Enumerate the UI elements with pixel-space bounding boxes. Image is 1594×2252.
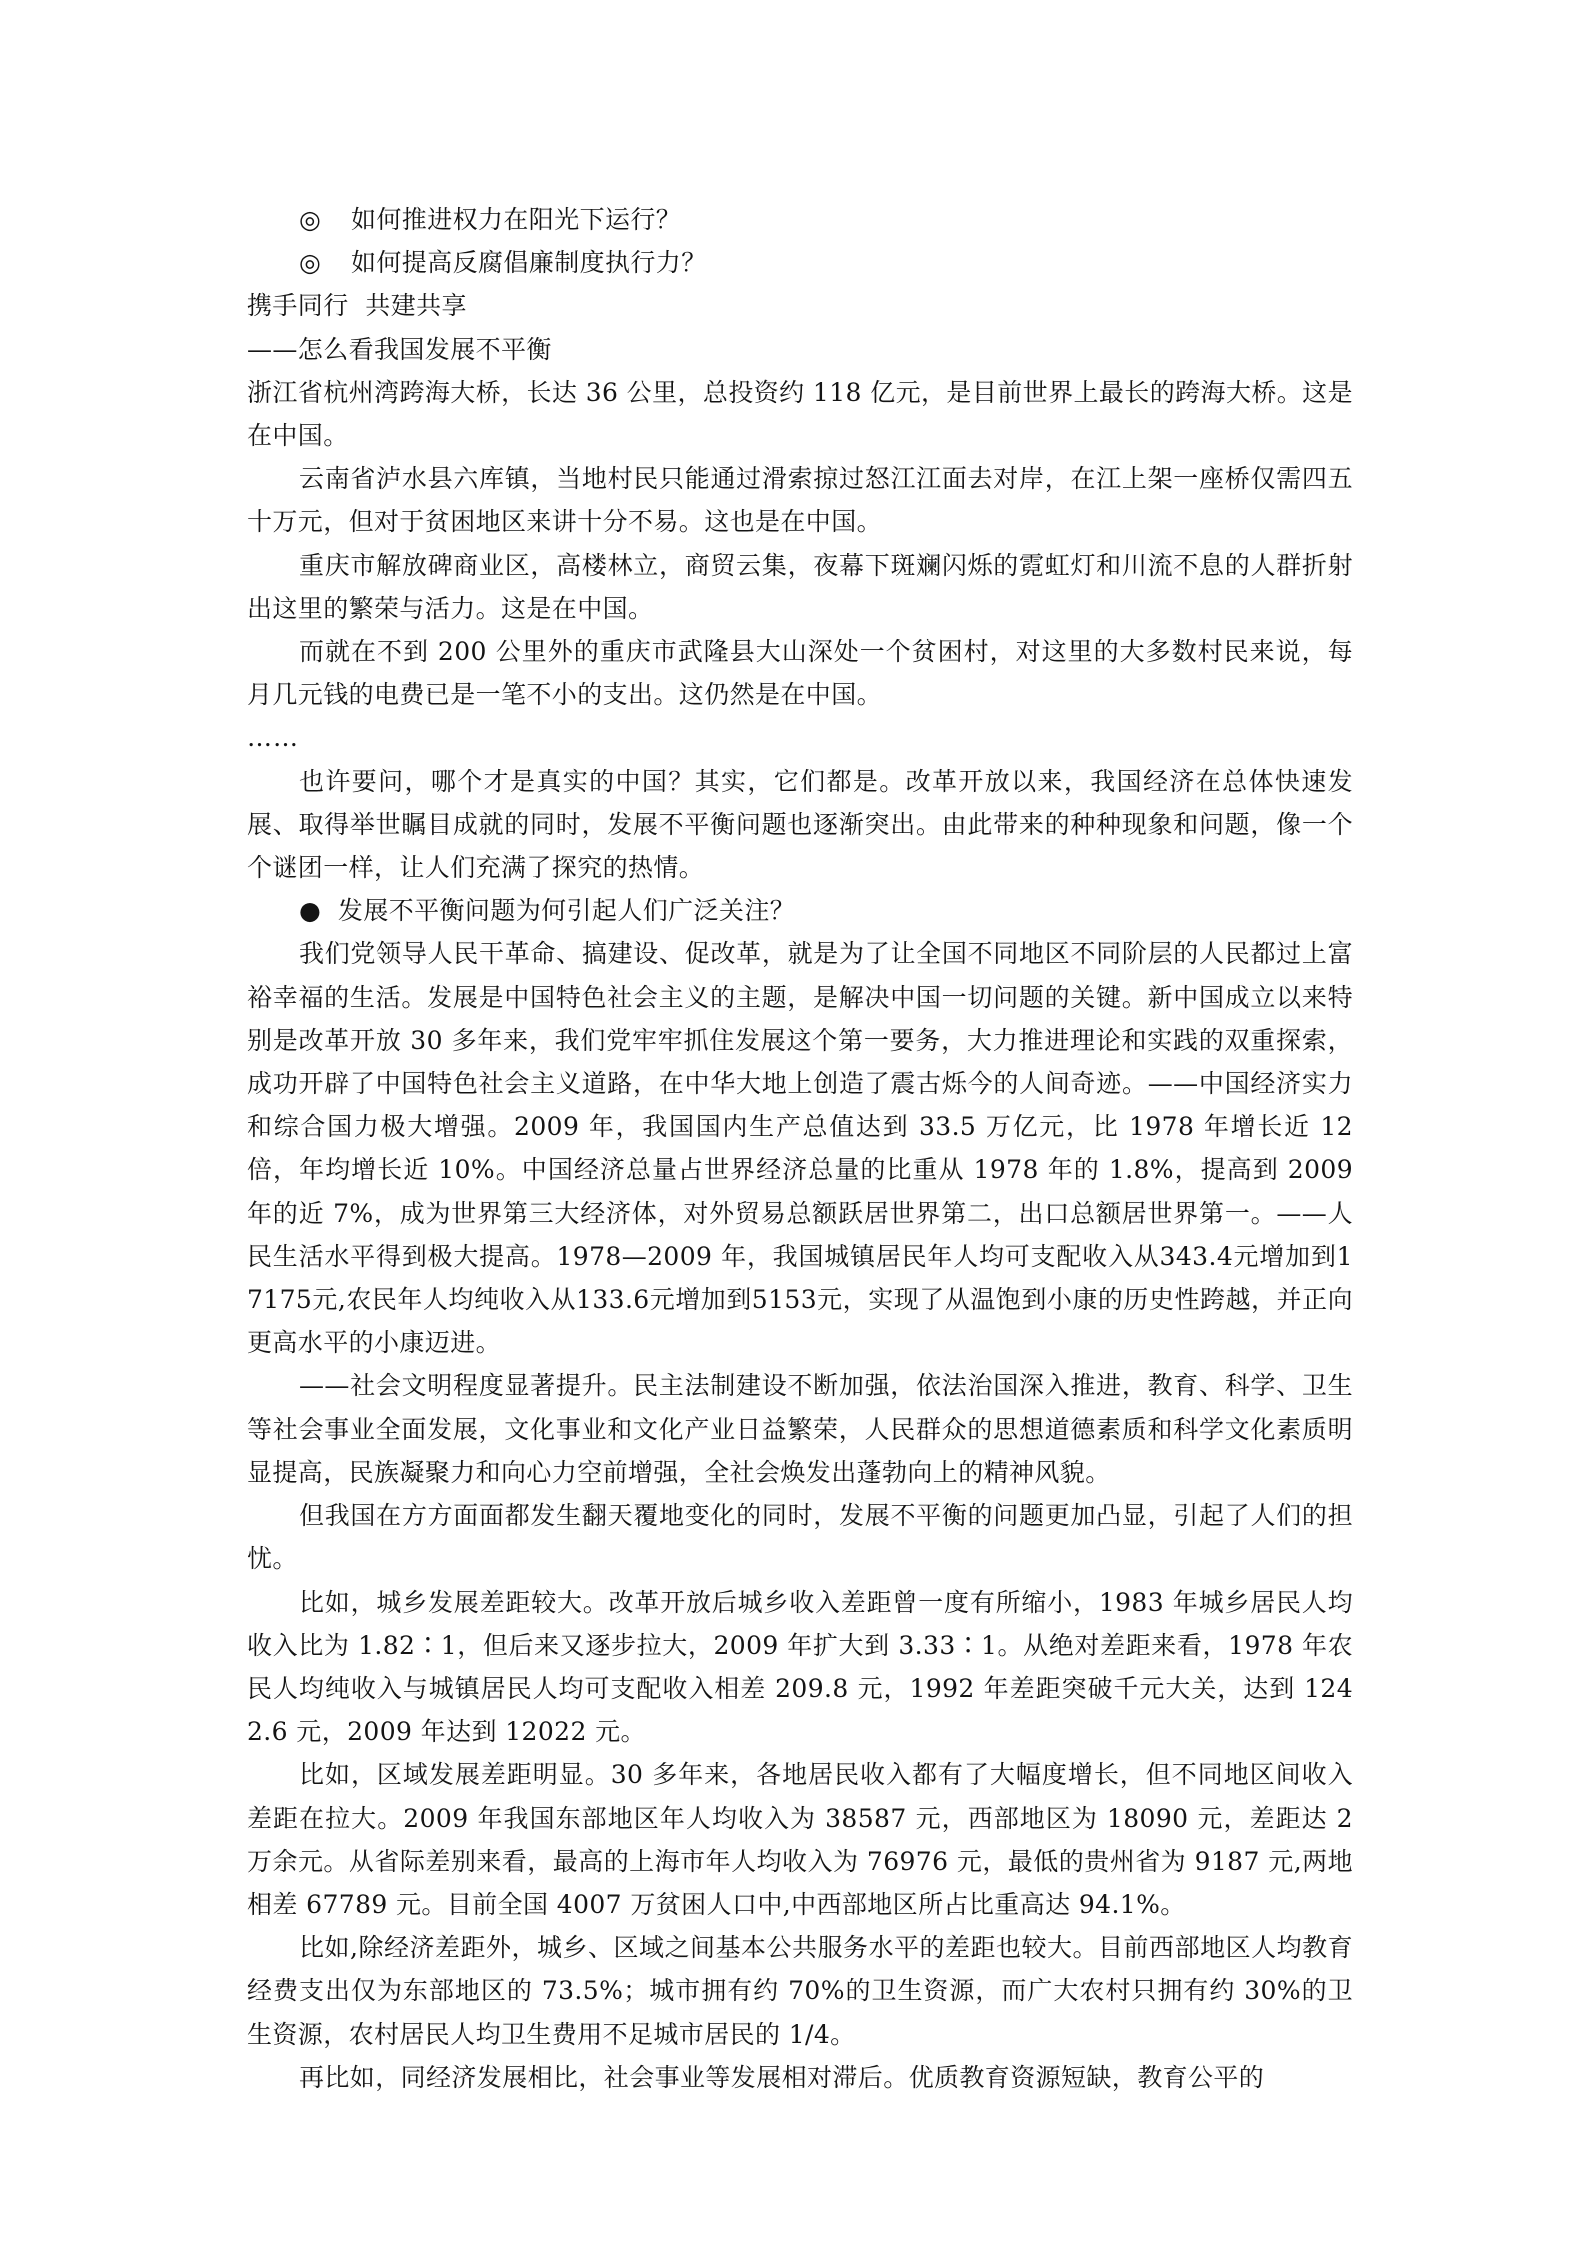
- paragraph: 云南省泸水县六库镇，当地村民只能通过滑索掠过怒江江面去对岸，在江上架一座桥仅需四五十万元，但对于贫困地区来讲十分不易。这也是在中国。: [247, 464, 1353, 537]
- paragraph: 浙江省杭州湾跨海大桥，长达 36 公里，总投资约 118 亿元，是目前世界上最长的跨海大桥。这是在中国。: [247, 377, 1353, 451]
- paragraph: ——社会文明程度显著提升。民主法制建设不断加强，依法治国深入推进，教育、科学、卫生等社会事业全面发展，文化事业和文化产业日益繁荣，人民群众的思想道德素质和科学文化素质明显提高，民族凝聚力和向心力空前增强，全社会焕发出蓬勃向上的精神风貌。: [247, 1371, 1353, 1487]
- paragraph: 比如，区域发展差距明显。30 多年来，各地居民收入都有了大幅度增长，但不同地区间收入差距在拉大。2009 年我国东部地区年人均收入为 38587 元，西部地区为 18090 元，差距达 2 万余元。从省际差别来看，最高的上海市年人均收入为 76976 元，最低的贵州省为 9187 元,两地相差 67789 元。目前全国 4007 万贫困人口中,中西部地区所占比重高达 94.1%。: [247, 1760, 1353, 1919]
- double-circle-bullet-icon: ◎: [299, 205, 322, 234]
- paragraph: 重庆市解放碑商业区，高楼林立，商贸云集，夜幕下斑斓闪烁的霓虹灯和川流不息的人群折射出这里的繁荣与活力。这是在中国。: [247, 550, 1353, 623]
- question-heading: [247, 889, 1353, 932]
- question-item: [247, 241, 1353, 284]
- document-body: [247, 198, 1353, 2099]
- question-text: 如何提高反腐倡廉制度执行力？: [351, 248, 707, 278]
- paragraph: 比如，城乡发展差距较大。改革开放后城乡收入差距曾一度有所缩小，1983 年城乡居民人均收入比为 1.82∶1，但后来又逐步拉大，2009 年扩大到 3.33∶1。从绝对差距来看，1978 年农民人均纯收入与城镇居民人均可支配收入相差 209.8 元，1992 年差距突破千元大关，达到 1242.6 元，2009 年达到 12022 元。: [247, 1587, 1353, 1747]
- paragraph: 比如,除经济差距外，城乡、区域之间基本公共服务水平的差距也较大。目前西部地区人均教育经费支出仅为东部地区的 73.5%；城市拥有约 70%的卫生资源，而广大农村只拥有约 30%的卫生资源，农村居民人均卫生费用不足城市居民的 1/4。: [247, 1933, 1353, 2049]
- section-subtitle: ——怎么看我国发展不平衡: [247, 334, 552, 364]
- question-item: [247, 198, 1353, 241]
- ellipsis: ……: [247, 723, 299, 753]
- paragraph: 也许要问，哪个才是真实的中国？其实，它们都是。改革开放以来，我国经济在总体快速发展、取得举世瞩目成就的同时，发展不平衡问题也逐渐突出。由此带来的种种现象和问题，像一个个谜团一样，让人们充满了探究的热情。: [247, 766, 1353, 883]
- filled-circle-bullet-icon: ●: [299, 896, 322, 926]
- section-title: 携手同行 共建共享: [247, 291, 467, 321]
- paragraph: 再比如，同经济发展相比，社会事业等发展相对滞后。优质教育资源短缺，教育公平的: [299, 2062, 1265, 2092]
- paragraph: 而就在不到 200 公里外的重庆市武隆县大山深处一个贫困村，对这里的大多数村民来说，每月几元钱的电费已是一笔不小的支出。这仍然是在中国。: [247, 637, 1353, 710]
- question-heading-text: 发展不平衡问题为何引起人们广泛关注？: [337, 896, 796, 926]
- paragraph: 我们党领导人民干革命、搞建设、促改革，就是为了让全国不同地区不同阶层的人民都过上富裕幸福的生活。发展是中国特色社会主义的主题，是解决中国一切问题的关键。新中国成立以来特别是改革开放 30 多年来，我们党牢牢抓住发展这个第一要务，大力推进理论和实践的双重探索，成功开辟了中国特色社会主义道路，在中华大地上创造了震古烁今的人间奇迹。——中国经济实力和综合国力极大增强。2009 年，我国国内生产总值达到 33.5 万亿元，比 1978 年增长近 12 倍，年均增长近 10%。中国经济总量占世界经济总量的比重从 1978 年的 1.8%，提高到 2009 年的近 7%，成为世界第三大经济体，对外贸易总额跃居世界第二，出口总额居世界第一。——人民生活水平得到极大提高。1978—2009 年，我国城镇居民年人均可支配收入从343.4元增加到17175元,农民年人均纯收入从133.6元增加到5153元，实现了从温饱到小康的历史性跨越，并正向更高水平的小康迈进。: [247, 939, 1353, 1358]
- question-text: 如何推进权力在阳光下运行？: [351, 205, 682, 234]
- double-circle-bullet-icon: ◎: [299, 248, 322, 278]
- paragraph: 但我国在方方面面都发生翻天覆地变化的同时，发展不平衡的问题更加凸显，引起了人们的担忧。: [247, 1501, 1353, 1574]
